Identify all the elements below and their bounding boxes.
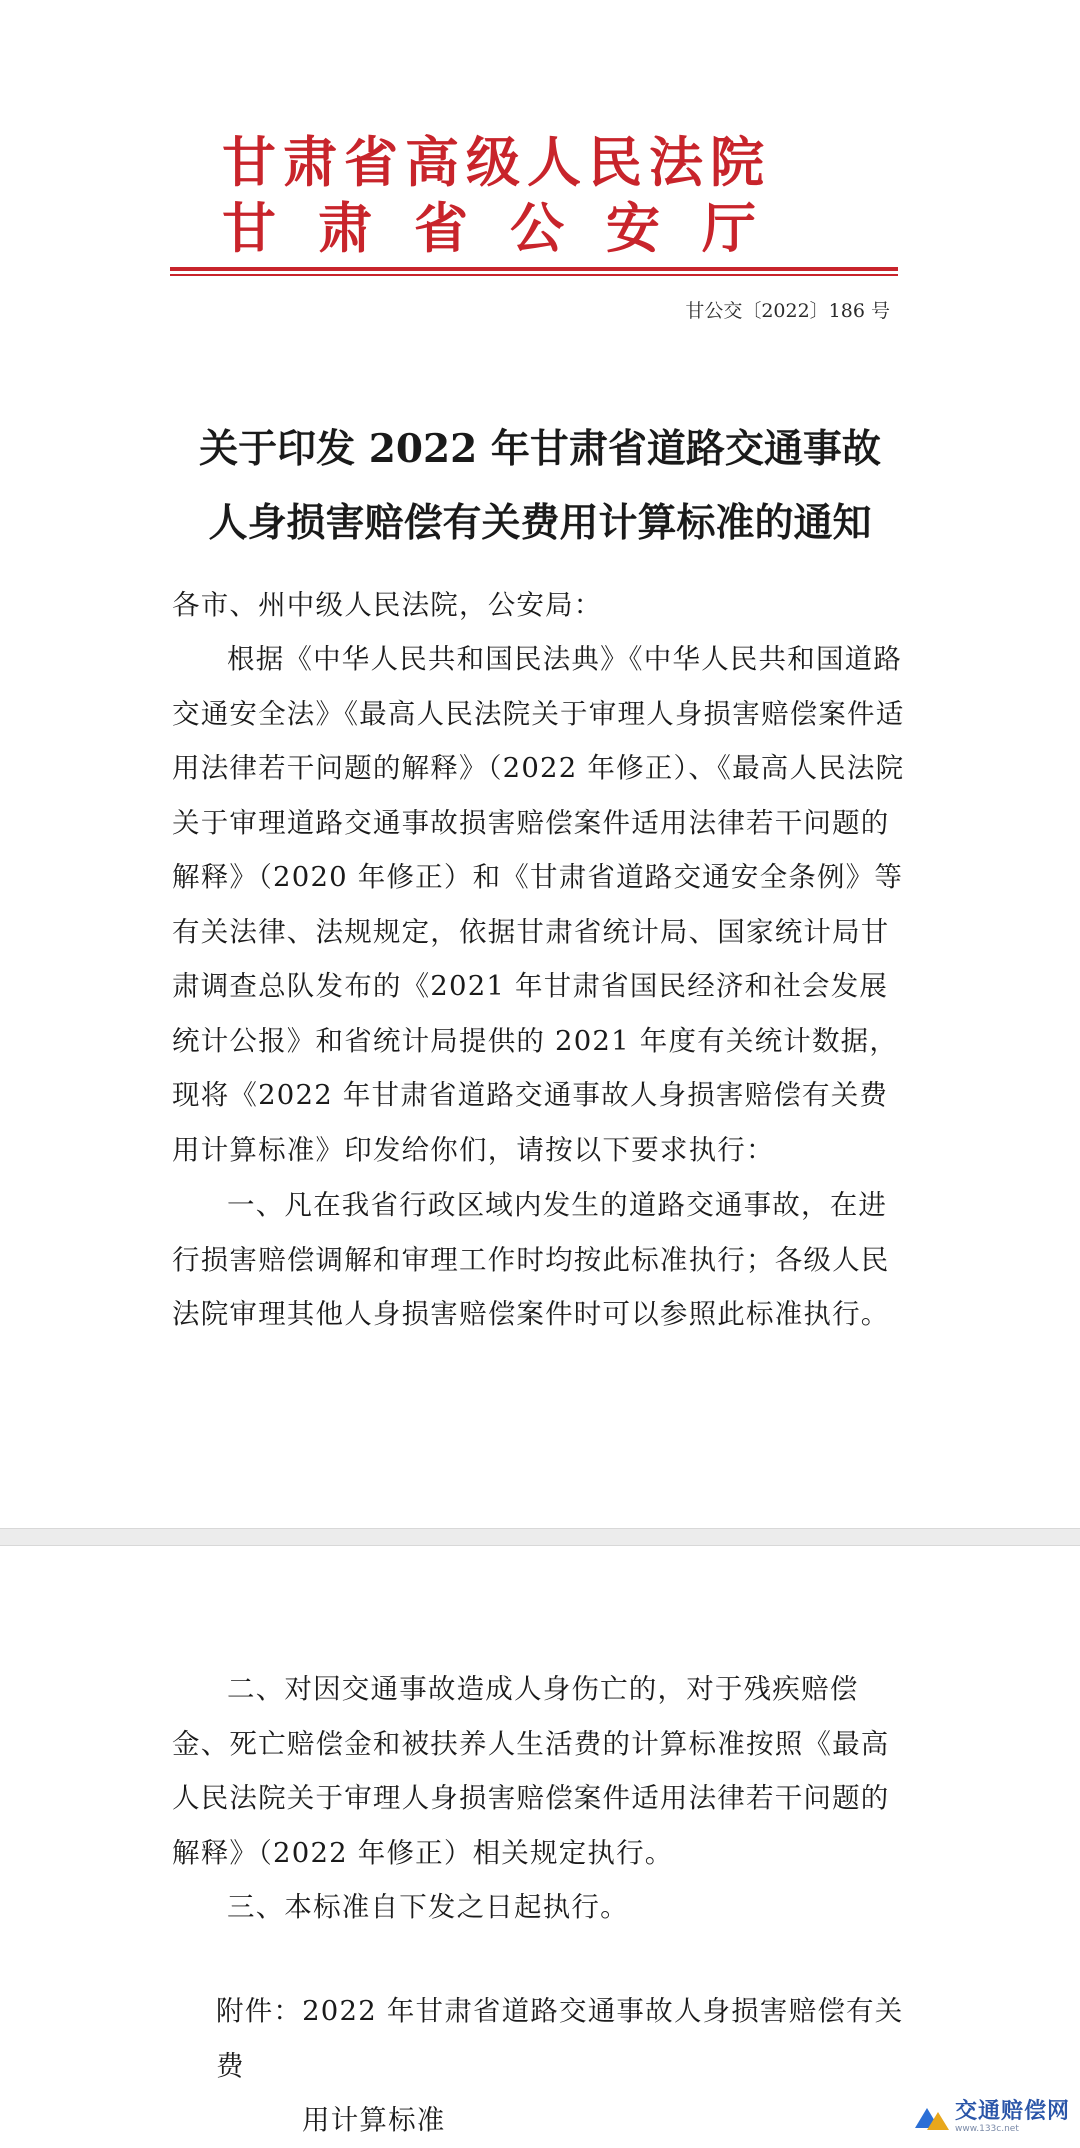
site-watermark bbox=[915, 2101, 1070, 2134]
requirement-item-1 bbox=[172, 1178, 912, 1342]
red-header-rule-thin bbox=[170, 274, 898, 276]
requirement-text: 三、本标准自下发之日起执行。 bbox=[227, 1891, 629, 1923]
body-paragraph bbox=[172, 632, 912, 1177]
issuer-court: 甘肃省高级人民法院 bbox=[222, 130, 771, 194]
requirement-text: 二、对因交通事故造成人身伤亡的，对于残疾赔偿金、死亡赔偿金和被扶养人生活费的计算标准按照《最高人民法院关于审理人身损害赔偿案件适用法律若干问题的解释》（2022 年修正）相关规定执行。 bbox=[172, 1673, 890, 1869]
red-header-rule bbox=[170, 267, 898, 271]
requirement-text: 一、凡在我省行政区域内发生的道路交通事故，在进行损害赔偿调解和审理工作时均按此标准执行；各级人民法院审理其他人身损害赔偿案件时可以参照此标准执行。 bbox=[172, 1189, 890, 1330]
watermark-name: 交通赔偿网 bbox=[954, 2099, 1070, 2124]
watermark-text bbox=[955, 2101, 1070, 2134]
requirement-item-2 bbox=[172, 1662, 912, 1880]
salutation-text: 各市、州中级人民法院，公安局： bbox=[172, 589, 603, 621]
watermark-site: www.133c.net bbox=[954, 2124, 1019, 2134]
attachment-line2: 用计算标准 bbox=[302, 2104, 446, 2136]
paragraph-text: 根据《中华人民共和国民法典》《中华人民共和国道路交通安全法》《最高人民法院关于审理人身损害赔偿案件适用法律若干问题的解释》（2022 年修正）、《最高人民法院关于审理道路交通事故损害赔偿案件适用法律若干问题的解释》（2020 年修正）和《甘肃省道路交通安全条例》等有关法律、法规规定，依据甘肃省统计局、国家统计局甘肃调查总队发布的《2021 年甘肃省国民经济和社会发展统计公报》和省统计局提供的 2021 年度有关统计数据，现将《2022 年甘肃省道路交通事故人身损害赔偿有关费用计算标准》印发给你们，请按以下要求执行： bbox=[172, 643, 905, 1166]
attachment-line1: 附件：2022 年甘肃省道路交通事故人身损害赔偿有关费 bbox=[216, 1995, 904, 2082]
notice-title-line2: 人身损害赔偿有关费用计算标准的通知 bbox=[208, 500, 872, 546]
issuer-public-security: 甘肃省公安厅 bbox=[222, 196, 798, 260]
logo-icon bbox=[915, 2104, 949, 2132]
notice-title-line1: 关于印发 2022 年甘肃省道路交通事故 bbox=[199, 426, 881, 472]
salutation bbox=[172, 578, 912, 633]
page-separator bbox=[0, 1528, 1080, 1546]
attachment-note bbox=[216, 1984, 926, 2148]
requirement-item-3 bbox=[172, 1880, 912, 1935]
document-number: 甘公交〔2022〕186 号 bbox=[685, 300, 890, 322]
